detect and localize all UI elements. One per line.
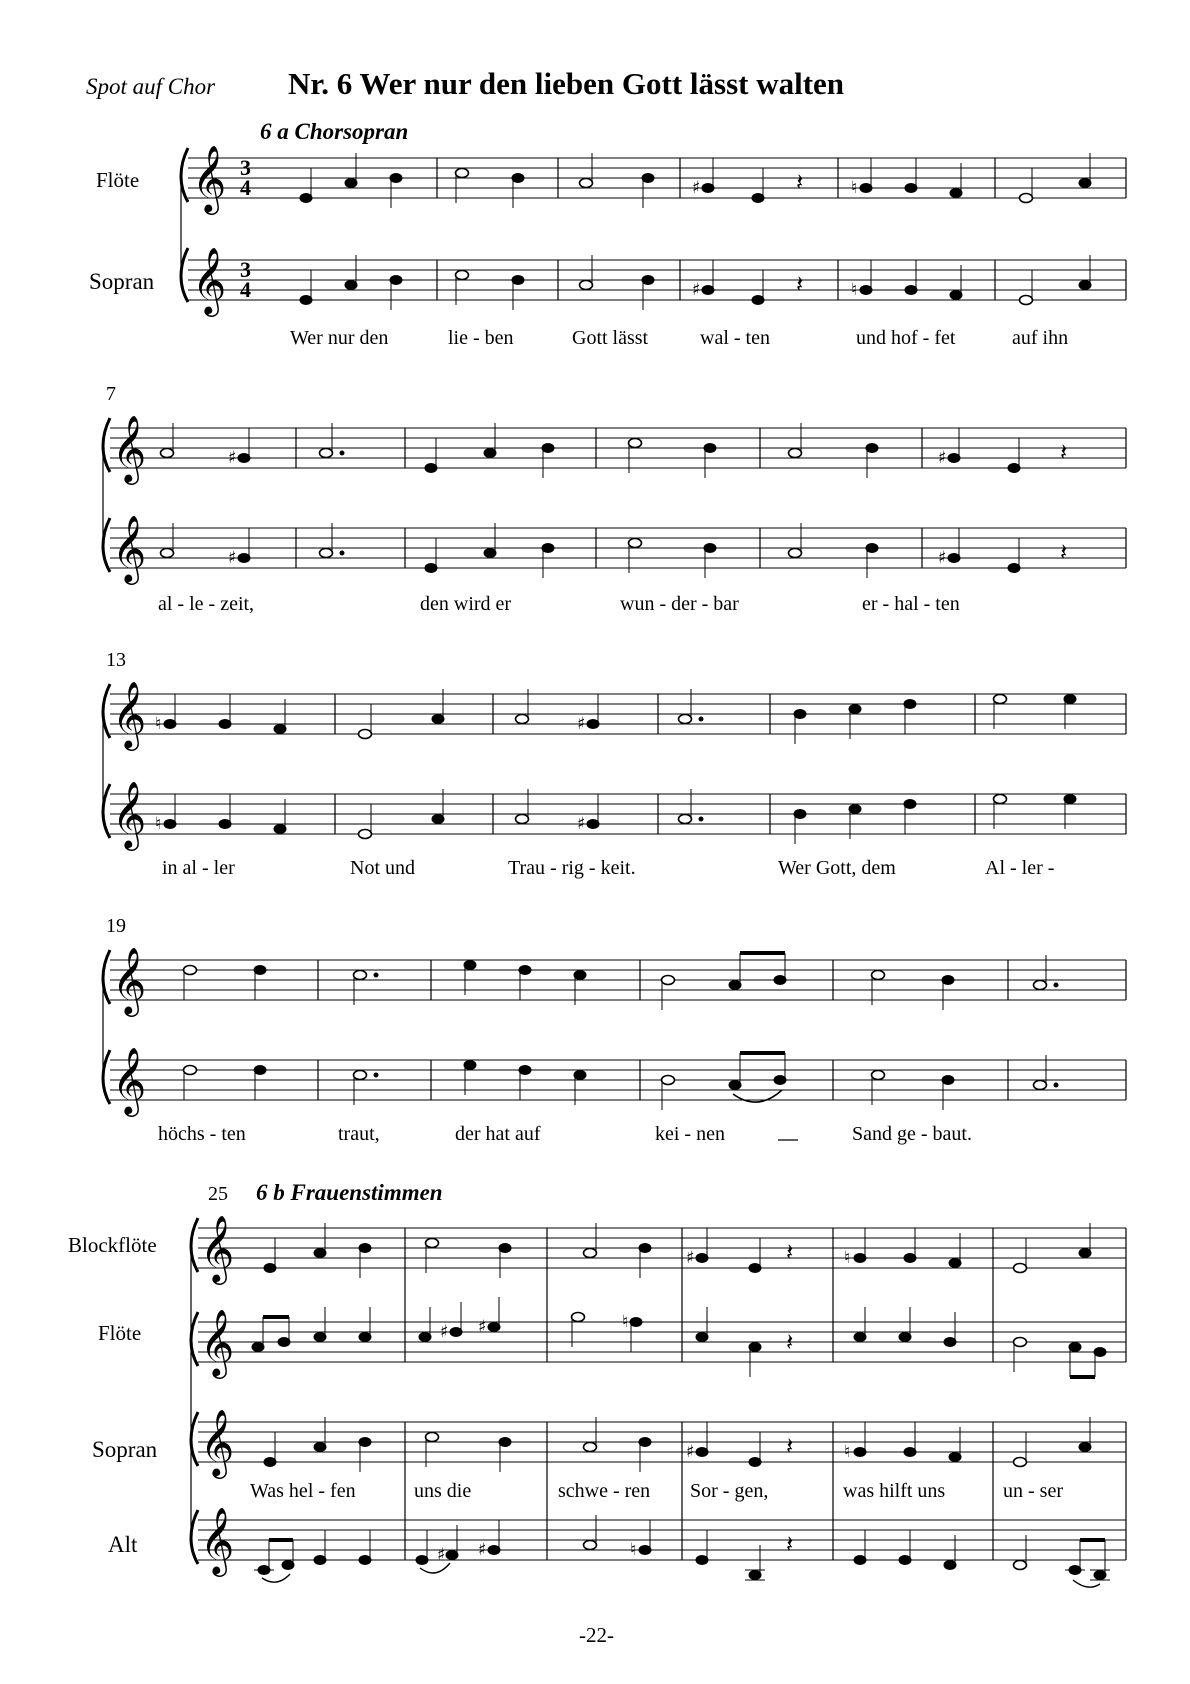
notes-floete: [252, 1297, 1106, 1377]
svg-text:𝄽: 𝄽: [786, 1432, 794, 1460]
treble-clef-icon: 𝄞: [112, 1046, 147, 1114]
lyric-syllable: Wer nur den: [290, 327, 389, 349]
lyric-syllable: Trau - rig - keit.: [508, 857, 636, 879]
system-1: [89, 144, 1126, 349]
lyric-syllable: höchs - ten: [158, 1123, 246, 1145]
instrument-label-floete: Flöte: [96, 168, 140, 192]
svg-text:♯: ♯: [686, 1248, 695, 1268]
svg-text:𝄽: 𝄽: [1060, 538, 1068, 566]
lyric-syllable: uns die: [414, 1480, 472, 1502]
lyric-syllable: er - hal - ten: [862, 593, 960, 615]
treble-clef-icon: 𝄞: [112, 414, 147, 482]
lyric-syllable: wal - ten: [700, 327, 770, 349]
staff: [188, 260, 1126, 300]
section-label-6b: 6 b Frauenstimmen: [256, 1180, 443, 1205]
svg-text:♯: ♯: [437, 1545, 446, 1565]
svg-text:♯: ♯: [577, 814, 586, 834]
svg-text:♯: ♯: [686, 1442, 695, 1462]
lyric-syllable: traut,: [338, 1123, 380, 1145]
lyric-syllable: in al - ler: [162, 857, 235, 879]
lyric-syllable: was hilft uns: [843, 1480, 946, 1502]
time-signature-denominator: 4: [240, 175, 251, 200]
svg-text:𝄽: 𝄽: [1060, 438, 1068, 466]
svg-text:𝄽: 𝄽: [796, 168, 804, 196]
lyric-syllable: den wird er: [420, 593, 512, 615]
svg-text:♮: ♮: [851, 178, 858, 198]
notes-floete: [300, 153, 1091, 208]
staff-bracket: [181, 148, 188, 202]
system-5: [68, 1180, 1126, 1587]
lyric-syllable: Al - ler -: [985, 857, 1055, 879]
time-signature-denominator: 4: [240, 277, 251, 302]
piece-title: Nr. 6 Wer nur den lieben Gott lässt walten: [288, 66, 845, 101]
measure-number: 13: [106, 649, 126, 671]
treble-clef-icon: 𝄞: [192, 144, 227, 212]
stage-note: Spot auf Chor: [86, 74, 216, 99]
svg-text:♯: ♯: [228, 448, 237, 468]
page-number: -22-: [579, 1623, 614, 1647]
treble-clef-icon: 𝄞: [200, 1214, 235, 1282]
instrument-label-blockfloete: Blockflöte: [68, 1233, 157, 1257]
lyric-syllable: lie - ben: [448, 327, 514, 349]
svg-text:♯: ♯: [692, 178, 701, 198]
treble-clef-icon: 𝄞: [200, 1308, 235, 1376]
notes-sopran: [155, 789, 1076, 844]
treble-clef-icon: 𝄞: [112, 946, 147, 1014]
system-3: [103, 649, 1126, 879]
lyric-syllable: Sor - gen,: [690, 1480, 769, 1502]
treble-clef-icon: 𝄞: [200, 1506, 235, 1574]
section-label-6a: 6 a Chorsopran: [260, 119, 409, 144]
lyric-syllable: un - ser: [1003, 1480, 1063, 1502]
system-2: [103, 383, 1126, 615]
lyric-syllable: und hof - fet: [856, 327, 956, 349]
treble-clef-icon: 𝄞: [112, 514, 147, 582]
svg-text:♯: ♯: [440, 1322, 449, 1342]
lyric-syllable: Sand ge - baut.: [852, 1123, 972, 1145]
lyric-syllable: der hat auf: [455, 1123, 541, 1145]
svg-text:♮: ♮: [155, 814, 162, 834]
instrument-label-sopran: Sopran: [89, 269, 155, 294]
svg-text:𝄽: 𝄽: [786, 1530, 794, 1558]
treble-clef-icon: 𝄞: [192, 246, 227, 314]
lyric-syllable: Not und: [350, 857, 415, 879]
notes-floete: [155, 689, 1076, 744]
notes-sopran: [264, 1417, 1091, 1472]
svg-text:♯: ♯: [692, 280, 701, 300]
measure-number: 7: [106, 383, 116, 405]
lyric-syllable: wun - der - bar: [620, 593, 739, 615]
barlines: [437, 158, 1126, 300]
time-signature-numerator: 3: [240, 257, 251, 282]
notes-sopran: [300, 255, 1091, 310]
staff-bracket: [181, 248, 188, 302]
svg-text:♯: ♯: [478, 1540, 487, 1560]
instrument-label-alt: Alt: [108, 1532, 138, 1557]
lyric-syllable: auf ihn: [1012, 327, 1069, 349]
time-signature-numerator: 3: [240, 155, 251, 180]
instrument-label-floete: Flöte: [98, 1321, 142, 1345]
notes-blockfloete: [264, 1223, 1091, 1278]
lyric-syllable: Was hel - fen: [250, 1480, 356, 1502]
svg-text:𝄽: 𝄽: [796, 270, 804, 298]
svg-text:♯: ♯: [577, 714, 586, 734]
treble-clef-icon: 𝄞: [112, 780, 147, 848]
treble-clef-icon: 𝄞: [200, 1408, 235, 1476]
measure-number: 19: [106, 915, 126, 937]
system-4: [103, 915, 1126, 1145]
lyric-syllable: kei - nen: [655, 1123, 725, 1145]
lyric-syllable: Gott lässt: [572, 327, 649, 349]
lyric-syllable: schwe - ren: [558, 1480, 651, 1502]
svg-text:♯: ♯: [478, 1317, 487, 1337]
measure-number: 25: [208, 1183, 228, 1205]
svg-text:♮: ♮: [155, 714, 162, 734]
treble-clef-icon: 𝄞: [112, 680, 147, 748]
svg-text:♮: ♮: [630, 1540, 637, 1560]
svg-text:𝄽: 𝄽: [786, 1328, 794, 1356]
notes-floete: [184, 953, 1059, 1010]
svg-text:♯: ♯: [228, 548, 237, 568]
lyric-syllable: al - le - zeit,: [158, 593, 255, 615]
svg-text:♮: ♮: [622, 1312, 629, 1332]
svg-text:♯: ♯: [938, 448, 947, 468]
notes-sopran: [184, 1053, 1059, 1110]
svg-text:𝄽: 𝄽: [786, 1238, 794, 1266]
staff: [188, 158, 1126, 198]
svg-text:♮: ♮: [844, 1248, 851, 1268]
svg-text:♯: ♯: [938, 548, 947, 568]
svg-text:♮: ♮: [851, 280, 858, 300]
lyric-syllable: Wer Gott, dem: [778, 857, 896, 879]
instrument-label-sopran: Sopran: [92, 1437, 158, 1462]
svg-text:♮: ♮: [844, 1442, 851, 1462]
